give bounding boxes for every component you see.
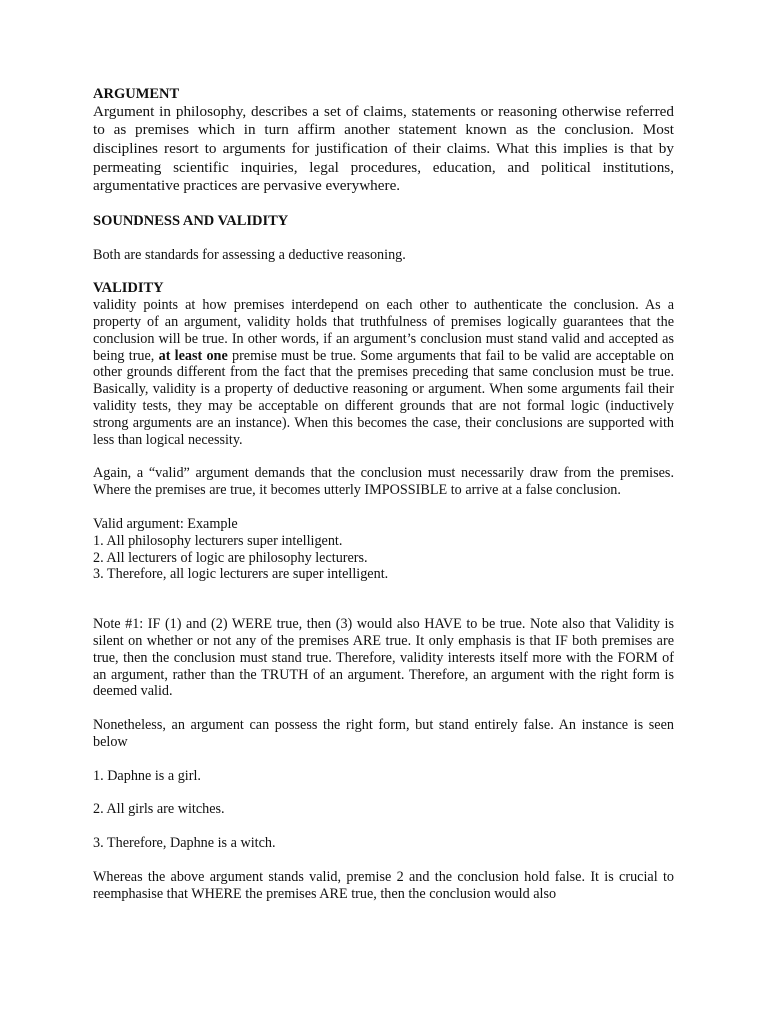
soundness-paragraph: Both are standards for assessing a deductive reasoning. bbox=[93, 246, 406, 263]
list-item: 1. All philosophy lecturers super intelligent. bbox=[93, 532, 343, 549]
validity-text-start: validity points at how premises interdepend on each other to authenticate the conclusion. As a property of an argument, validity holds that truthfulness of premises logically guarantees that the conclusion will be true. In other words, if an argument’s conclusion must stand valid and accepted as being true, bbox=[93, 297, 674, 364]
argument-paragraph: Argument in philosophy, describes a set of claims, statements or reasoning otherwise referred to as premises which in turn affirm another statement known as the conclusion. Most disciplines resort to arguments for justification of their claims. What this implies is that by permeating scientific inquiries, legal procedures, education, and political institutions, argumentative practices are pervasive everywhere. bbox=[93, 102, 674, 195]
validity-emphasis: at least one bbox=[158, 347, 228, 364]
valid-example-block bbox=[93, 516, 674, 583]
argument-heading: ARGUMENT bbox=[93, 86, 180, 102]
list-item: 1. Daphne is a girl. bbox=[93, 767, 201, 784]
list-item: 2. All girls are witches. bbox=[93, 801, 225, 818]
list-item: 3. Therefore, all logic lecturers are super intelligent. bbox=[93, 566, 389, 583]
valid-example-title: Valid argument: Example bbox=[93, 515, 238, 532]
list-item: 2. All lecturers of logic are philosophy lecturers. bbox=[93, 549, 368, 566]
again-paragraph: Again, a “valid” argument demands that the conclusion must necessarily draw from the premises. Where the premises are true, it becomes utterly IMPOSSIBLE to arrive at a false conclusion. bbox=[93, 465, 674, 499]
validity-text-end: premise must be true. Some arguments that fail to be valid are acceptable on other grounds different from the fact that the premises preceding that same conclusion must be true. Basically, validity is a property of deductive reasoning or argument. When some arguments fail their validity tests, they may be acceptable on different grounds that are not formal logic (inductively strong arguments are an instance). When this becomes the case, their conclusions are supported with less than logical necessity. bbox=[93, 347, 674, 448]
nonetheless-paragraph: Nonetheless, an argument can possess the right form, but stand entirely false. An instance is seen below bbox=[93, 717, 674, 750]
validity-heading: VALIDITY bbox=[93, 280, 164, 297]
note-paragraph: Note #1: IF (1) and (2) WERE true, then (3) would also HAVE to be true. Note also that Validity is silent on whether or not any of the premises ARE true. It only emphasis is that IF both premises are true, then the conclusion must stand true. Therefore, validity interests itself more with the FORM of an argument, rather than the TRUTH of an argument. Therefore, an argument with the right form is deemed valid. bbox=[93, 616, 674, 700]
soundness-heading: SOUNDNESS AND VALIDITY bbox=[93, 212, 289, 229]
validity-paragraph bbox=[93, 297, 674, 448]
document-body bbox=[93, 86, 674, 903]
list-item: 3. Therefore, Daphne is a witch. bbox=[93, 835, 276, 852]
whereas-paragraph: Whereas the above argument stands valid, premise 2 and the conclusion hold false. It is crucial to reemphasise that WHERE the premises ARE true, then the conclusion would also bbox=[93, 869, 674, 902]
